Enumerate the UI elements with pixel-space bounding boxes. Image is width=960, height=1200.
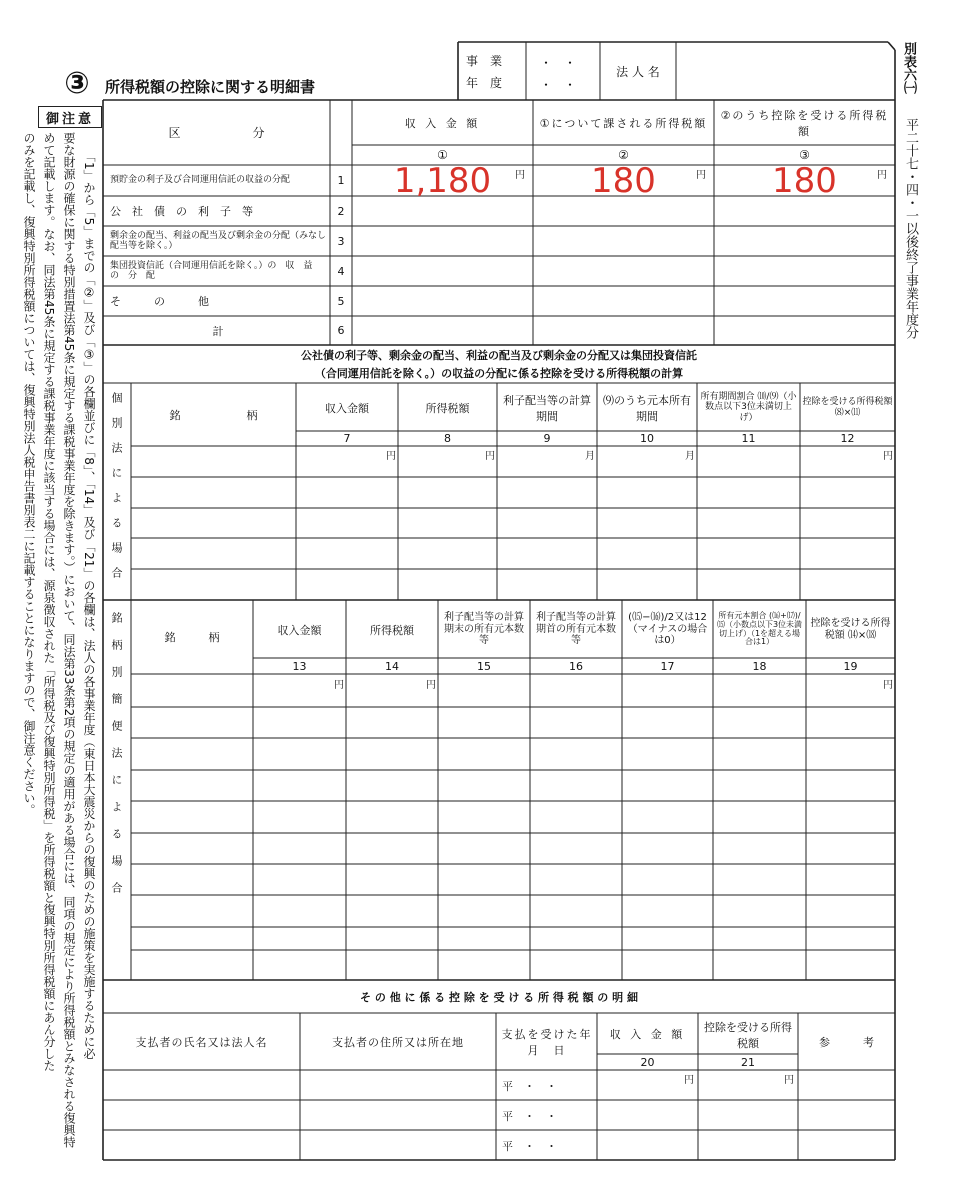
row-number: 3 <box>337 234 345 248</box>
yen-unit: 円 <box>696 170 706 181</box>
amount-cell[interactable] <box>716 256 893 286</box>
amount-cell[interactable] <box>716 286 893 316</box>
section3-col-header: (⒂−⒃)/2又は12（マイナスの場合は0） <box>627 612 708 647</box>
section3-unit: 円 <box>883 680 893 691</box>
amount-cell[interactable] <box>354 196 531 226</box>
section3-unit: 円 <box>426 680 436 691</box>
col-number-20: 20 <box>640 1055 655 1069</box>
section2-col-header: 利子配当等の計算期間 <box>503 393 591 423</box>
jigyo-label: 事 業 <box>466 54 503 68</box>
row-number: 1 <box>337 174 345 187</box>
period-end-date[interactable]: ・ ・ <box>540 78 577 92</box>
section2-col-header: 収入金額 <box>325 401 369 415</box>
amount-cell[interactable] <box>535 256 712 286</box>
section3-col-number: 18 <box>752 659 767 673</box>
section3-col-header: 収入金額 <box>277 623 322 637</box>
amount-cell[interactable] <box>535 286 712 316</box>
section3-side-label: 銘柄別簡便法による場合 <box>110 612 123 909</box>
kubun-header: 区 分 <box>168 126 265 140</box>
section3-col-header: 控除を受ける所得税額 ⒁×⒅ <box>810 618 891 641</box>
col-number-1: ① <box>437 148 448 162</box>
section3-col-header: 所有元本割合 (⒃+⒄)/⒂（小数点以下3位未満切上げ）（1を超える場合は1） <box>716 610 803 647</box>
side-era-label: 平二十七・四・一以後終了事業年度分 <box>903 118 918 339</box>
amount-cell[interactable] <box>535 226 712 256</box>
row-number: 2 <box>337 204 345 218</box>
row-label: 公 社 債 の 利 子 等 <box>110 205 253 218</box>
section2-unit: 円 <box>485 451 495 462</box>
section3-col-number: 15 <box>477 659 491 673</box>
section2-col-header: 所有期間割合 ⑽/⑼（小数点以下3位未満切上げ） <box>700 391 797 423</box>
yen-unit: 円 <box>877 170 887 181</box>
col-reference: 参 考 <box>819 1035 874 1049</box>
section2-unit: 円 <box>883 451 893 462</box>
row-label: 剰余金の配当、利益の配当及び剰余金の分配（みなし配当等を除く。） <box>110 230 327 251</box>
amount-cell[interactable] <box>354 286 531 316</box>
payment-date-field[interactable]: 平 ・ ・ <box>502 1110 557 1123</box>
section3-col-number: 16 <box>569 659 583 673</box>
amount-cell[interactable]: 180 <box>772 160 837 201</box>
notice-text-col2: 要な財源の確保に関する特別措置法第45条に規定する課税事業年度を除きます。）において、同法第33条第2項の規定の適用がある場合には、同項の規定により所得税額とみなされる復興特 <box>62 132 76 1149</box>
section2-col-number: 10 <box>640 432 654 445</box>
amount-cell[interactable] <box>716 316 893 345</box>
col-tax-header: ①について課される所得税額 <box>539 116 708 130</box>
col-number-21: 21 <box>741 1055 755 1069</box>
section2-unit: 月 <box>685 451 695 462</box>
section2-col-number: 11 <box>741 432 756 445</box>
notice-text-col4: のみを記載し、復興特別所得税額については、復興特別法人税申告書別表二に記載することになりますので、御注意ください。 <box>22 132 36 816</box>
section2-col-header: 控除を受ける所得税額 ⑻×⑾ <box>802 397 893 418</box>
col-income-header: 収 入 金 額 <box>404 116 481 130</box>
amount-cell[interactable] <box>354 226 531 256</box>
yen-unit: 円 <box>515 170 525 181</box>
col-tax-21: 控除を受ける所得税額 <box>704 1020 792 1050</box>
nendo-label: 年 度 <box>466 76 503 90</box>
notice-text-col3: めて記載します。なお、同法第45条に規定する課税事業年度に該当する場合には、源泉徴収された「所得税及び復興特別所得税」を所得税額と復興特別所得税額にあん分した <box>42 132 56 1072</box>
yen-unit: 円 <box>684 1075 694 1086</box>
page-title: 所得税額の控除に関する明細書 <box>105 78 316 96</box>
section2-unit: 月 <box>585 451 595 462</box>
section2-unit: 円 <box>386 451 396 462</box>
section4-heading: そ の 他 に 係 る 控 除 を 受 け る 所 得 税 額 の 明 細 <box>360 990 638 1004</box>
section2-col-number: 7 <box>343 432 351 445</box>
section2-meigara-header: 銘 柄 <box>169 408 258 422</box>
col-number-2: ② <box>618 148 629 162</box>
section3-col-header: 利子配当等の計算期末の所有元本数等 <box>444 612 524 647</box>
houjin-label: 法 人 名 <box>616 64 660 79</box>
form-number: ③ <box>64 65 90 101</box>
section2-col-number: 12 <box>840 432 855 445</box>
amount-cell[interactable] <box>716 226 893 256</box>
notice-box: 御注意 <box>38 106 102 128</box>
row-label: 計 <box>212 324 224 338</box>
amount-cell[interactable]: 1,180 <box>393 160 492 201</box>
amount-cell[interactable] <box>354 316 531 345</box>
amount-cell[interactable] <box>535 196 712 226</box>
row-label: そ の 他 <box>110 295 209 308</box>
col-number-3: ③ <box>799 148 810 162</box>
payment-date-field[interactable]: 平 ・ ・ <box>502 1080 557 1093</box>
row-number: 4 <box>337 264 345 278</box>
period-start-date[interactable]: ・ ・ <box>540 56 577 70</box>
side-form-label: 別表六㈠ <box>901 42 916 94</box>
col-amount-20: 収 入 金 額 <box>609 1027 686 1041</box>
col-credit-header: ②のうち控除を受ける所得税額 <box>720 108 889 138</box>
col-payer-name: 支払者の氏名又は法人名 <box>135 1035 268 1049</box>
amount-cell[interactable] <box>535 316 712 345</box>
section3-col-number: 14 <box>385 659 399 673</box>
section2-heading-line1: 公社債の利子等、剰余金の配当、利益の配当及び剰余金の分配又は集団投資信託 <box>301 348 697 362</box>
row-number: 6 <box>337 324 345 337</box>
col-payment-date: 支払を受けた年 月 日 <box>501 1027 606 1057</box>
row-number: 5 <box>337 294 345 308</box>
section3-meigara-header: 銘 柄 <box>164 631 220 644</box>
section3-unit: 円 <box>334 680 344 691</box>
notice-text-col1: 「1」から「5」までの「②」及び「③」の各欄並びに「8」、「14」及び「21」の各欄は、法人の各事業年度（東日本大震災からの復興のための施策を実施するために必 <box>82 150 96 1060</box>
section3-col-header: 利子配当等の計算期首の所有元本数等 <box>536 612 616 647</box>
col-payer-address: 支払者の住所又は所在地 <box>332 1035 464 1049</box>
section3-col-number: 13 <box>292 659 307 673</box>
section3-col-number: 19 <box>843 659 858 673</box>
section2-col-number: 8 <box>444 432 451 445</box>
section2-col-header: 所得税額 <box>425 401 470 415</box>
amount-cell[interactable]: 180 <box>591 160 656 201</box>
section2-heading-line2: （合同運用信託を除く。）の収益の分配に係る控除を受ける所得税額の計算 <box>314 366 684 380</box>
row-label: 預貯金の利子及び合同運用信託の収益の分配 <box>110 175 291 186</box>
section3-col-number: 17 <box>660 659 675 673</box>
payment-date-field[interactable]: 平 ・ ・ <box>502 1140 557 1153</box>
yen-unit: 円 <box>784 1075 794 1086</box>
amount-cell[interactable] <box>716 196 893 226</box>
section2-col-header: ⑼のうち元本所有期間 <box>603 393 691 423</box>
section3-col-header: 所得税額 <box>370 623 414 637</box>
section2-col-number: 9 <box>543 432 551 445</box>
row-label: 集団投資信託（合同運用信託を除く。）の 収 益 の 分 配 <box>110 260 322 281</box>
section2-side-label: 個別法による場合 <box>110 392 123 592</box>
amount-cell[interactable] <box>354 256 531 286</box>
